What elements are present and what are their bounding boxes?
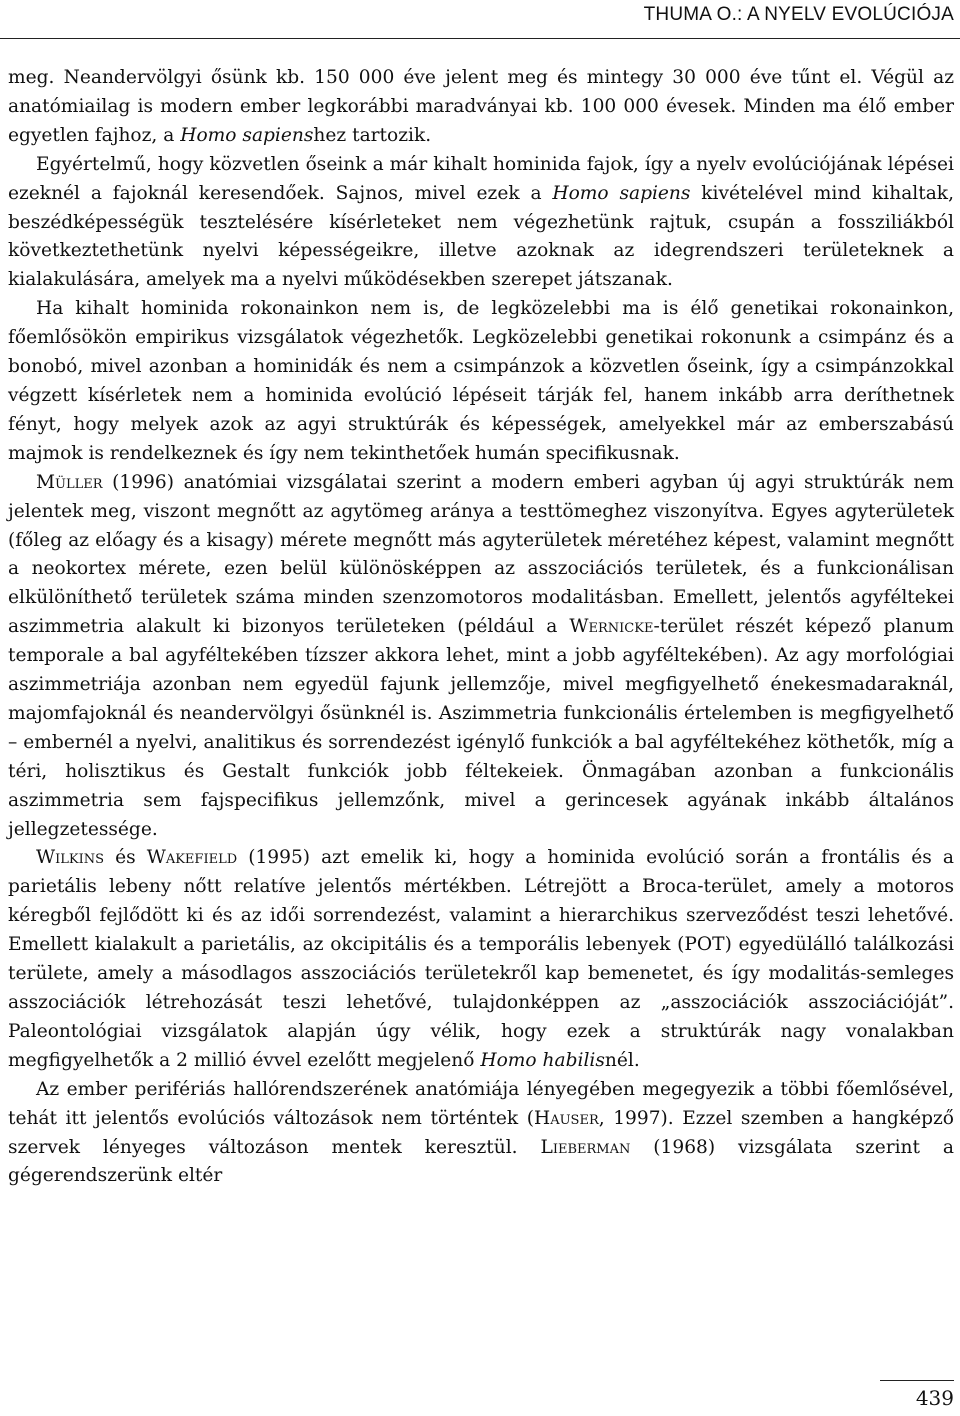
paragraph-1 <box>8 64 954 151</box>
paragraph-2 <box>8 151 954 296</box>
author-name: Wernicke <box>569 616 654 638</box>
species-name: Homo habilis <box>480 1049 605 1071</box>
author-name: Hauser <box>534 1107 599 1129</box>
paragraph-text: Egyértelmű, hogy közvetlen őseink a már kihalt hominida fajok, így a nyelv evolúciójának lépései ezeknél a fajoknál keresendőek. Sajnos, mivel ezek a <box>8 153 954 204</box>
paragraph-4 <box>8 469 954 845</box>
paragraph-text: , 1997). Ezzel szemben a hangképző szervek lényeges változáson mentek keresztül. <box>8 1107 954 1158</box>
author-name: Wilkins <box>36 847 105 869</box>
author-name: Lieberman <box>540 1136 631 1158</box>
paragraph-3 <box>8 295 954 468</box>
paragraph-text: és <box>104 847 147 869</box>
author-name: Müller <box>36 471 103 493</box>
paragraph-text: (1996) anatómiai vizsgálatai szerint a modern emberi agyban új agyi struktúrák nem jelentek meg, viszont megnőtt az agytömeg aránya a testtömeghez viszonyítva. Egyes agyterületek (főleg az előagy és a kisagy) mérete megnőtt más agyterületek méretéhez képest, valamint megnőtt a neokortex mérete, ezen belül különösképpen az asszociációs területek, és a funkcionálisan elkülöníthető területek száma minden szenzomotoros modalitásban. Emellett, jelentős agyféltekei aszimmetria alakult ki bizonyos területeken (például a <box>8 471 954 638</box>
page-body <box>8 64 954 1191</box>
species-name: Homo sapiens <box>180 124 314 146</box>
paragraph-5 <box>8 844 954 1075</box>
paragraph-6 <box>8 1076 954 1192</box>
paragraph-text: hez tartozik. <box>313 124 432 146</box>
paragraph-text: Az ember perifériás hallórendszerének anatómiája lényegében megegyezik a többi főemlősével, tehát itt jelentős evolúciós változások nem történtek ( <box>8 1078 954 1129</box>
header-rule <box>0 38 960 39</box>
paragraph-text: Ha kihalt hominida rokonainkon nem is, de legközelebbi ma is élő genetikai rokonainkon, főemlősökön empirikus vizsgálatok végezhetők. Legközelebbi genetikai rokonunk a csimpánz és a bonobó, mivel azonban a hominidák és nem a csimpánzok a közvetlen őseink, így a csimpánzokkal végzett kísérletek nem a hominida evolúció lépéseit tárják fel, hanem inkább arra deríthetnek fényt, hogy melyek azok az agyi struktúrák és képességek, amelyekkel már az emberszabású majmok is rendelkeznek és így nem tekinthetőek humán specifikusnak. <box>8 298 954 464</box>
species-name: Homo sapiens <box>552 182 691 204</box>
footer-rule <box>880 1380 954 1381</box>
running-header: THUMA O.: A NYELV EVOLÚCIÓJA <box>643 4 954 25</box>
author-name: Wakefield <box>146 847 238 869</box>
paragraph-text: kivételével mind kihaltak, beszédképességük tesztelésére kísérleteket nem végezhetünk rajtuk, csupán a fossziliákból következtethetünk nyelvi képességeikre, illetve azoknak az idegrendszeri területeknek a kialakulására, amelyek ma a nyelvi működésekben szerepet játszanak. <box>8 182 954 291</box>
paragraph-text: (1968) vizsgálata szerint a gégerendszerünk eltér <box>8 1136 954 1187</box>
page-number: 439 <box>915 1386 954 1410</box>
paragraph-text: -terület részét képező planum temporale a bal agyféltekében tízszer akkora lehet, mint a jobb agyféltekében). Az agy morfológiai aszimmetriája azonban nem egyedül fajunk jellemzője, mivel megfigyelhető énekesmadaraknál, majomfajoknál és neandervölgyi ősünknél is. Aszimmetria funkcionális értelemben is megfigyelhető – embernél a nyelvi, analitikus és sorrendezést igénylő funkciók a bal agyféltekéhez köthetők, míg a téri, holisztikus és Gestalt funkciók jobb féltekeiek. Önmagában azonban a funkcionális aszimmetria sem fajspecifikus jellemzőnk, mivel a gerincesek agyának inkább általános jellegzetessége. <box>8 616 954 840</box>
paragraph-text: meg. Neandervölgyi ősünk kb. 150 000 éve jelent meg és mintegy 30 000 éve tűnt el. Végül az anatómiailag is modern ember legkorábbi maradványai kb. 100 000 évesek. Minden ma élő ember egyetlen fajhoz, a <box>8 67 954 146</box>
paragraph-text: (1995) azt emelik ki, hogy a hominida evolúció során a frontális és a parietális lebeny nőtt relatíve jelentős mértékben. Létrejött a Broca-terület, amely a motoros kéregből fejlődött ki és az idői sorrendezést, valamint a hierarchikus szerveződést teszi lehetővé. Emellett kialakult a parietális, az okcipitális és a temporális lebenyek (POT) egyedülálló találkozási területe, amely a másodlagos asszociációs területekről kap bemenetet, és így modalitás-semleges asszociációk létrehozását teszi lehetővé, tulajdonképpen az „asszociációk asszociációját”. Paleontológiai vizsgálatok alapján úgy vélik, hogy ezek a struktúrák nagy vonalakban megfigyelhetők a 2 millió évvel ezelőtt megjelenő <box>8 847 954 1071</box>
paragraph-text: nél. <box>604 1049 640 1071</box>
